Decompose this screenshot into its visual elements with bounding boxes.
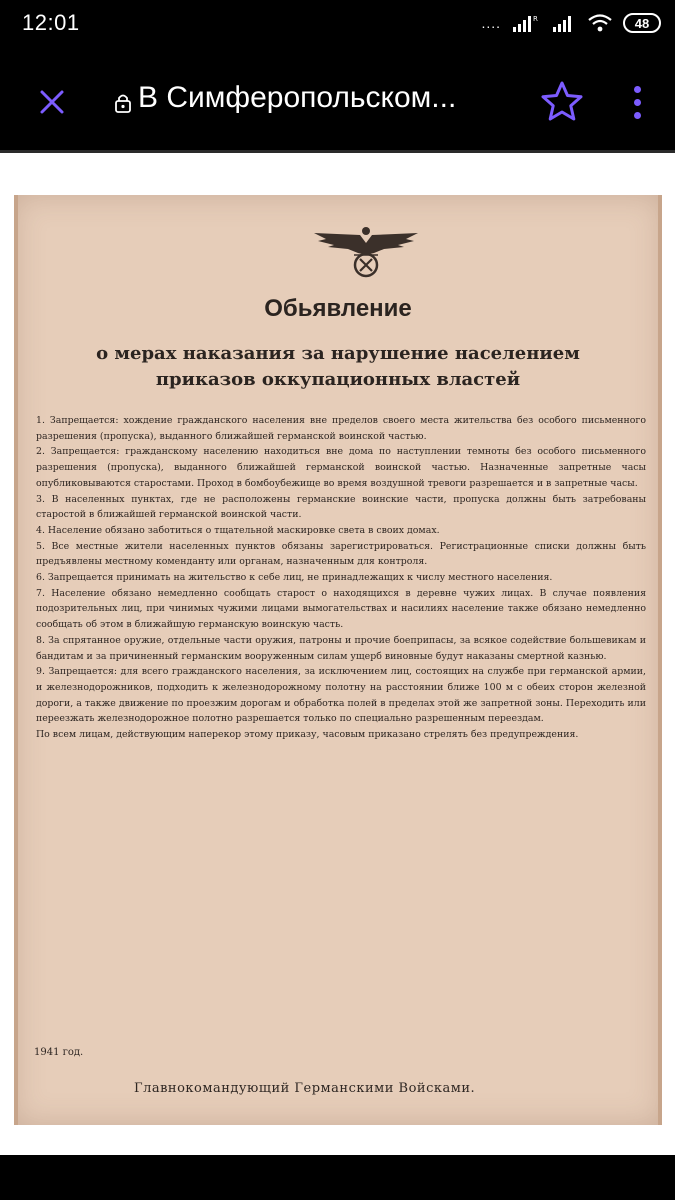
- document-paragraph: 1. Запрещается: хождение гражданского населения вне пределов своего места жительства без особого письменного разрешения (пропуска), выданного ближайшей германской воинской частью.: [36, 415, 646, 442]
- status-dots: ....: [481, 15, 501, 31]
- document-body: [36, 413, 646, 743]
- document-year: 1941 год.: [34, 1047, 84, 1058]
- wifi-icon: [587, 13, 613, 33]
- document-paragraph: 8. За спрятанное оружие, отдельные части оружия, патроны и прочие боеприпасы, за всякое содействие большевикам и бандитам и за причиненный германским вооруженным силам ущерб виновные будут наказаны смертной казнью.: [36, 634, 646, 662]
- document-paragraph: 2. Запрещается: гражданскому населению находиться вне дома по наступлении темноты без особого письменного разрешения (пропуска), выданного ближайшей германской воинской частью. Назначенные запретные часы опубликовываются старостами. Проход в бомбоубежище во время воздушной тревоги разрешается и в запретные часы.: [36, 446, 646, 489]
- status-bar: [0, 0, 675, 48]
- status-indicators: [481, 8, 661, 38]
- signal-icon-2: [551, 13, 577, 33]
- document-image: [14, 195, 662, 1125]
- more-vert-dot: [634, 99, 641, 106]
- document-paragraph: 4. Население обязано заботиться о тщательной маскировке света в своих домах.: [36, 524, 440, 536]
- image-viewer[interactable]: [0, 153, 675, 1155]
- lock-icon: [114, 93, 132, 113]
- more-vert-dot: [634, 112, 641, 119]
- signal-icon: [511, 13, 541, 33]
- document-signature: Главнокомандующий Германскими Войсками.: [134, 1081, 476, 1096]
- more-menu-button[interactable]: [620, 78, 654, 126]
- document-subtitle-line1: о мерах наказания за нарушение населением: [96, 343, 580, 364]
- battery-indicator: 48: [623, 13, 661, 33]
- document-paragraph: 3. В населенных пунктах, где не расположены германские воинские части, пропуска должны быть затребованы старостой в ближайшей германской воинской части.: [36, 493, 646, 521]
- bottom-bar: [0, 1155, 675, 1200]
- document-title: Обьявление: [264, 295, 412, 322]
- document-paragraph: По всем лицам, действующим наперекор этому приказу, часовым приказано стрелять без предупреждения.: [36, 729, 579, 741]
- page-title[interactable]: В Симферопольском...: [138, 81, 457, 114]
- bookmark-button[interactable]: [538, 78, 586, 126]
- document-paragraph: 5. Все местные жители населенных пунктов обязаны зарегистрироваться. Регистрационные списки должны быть предъявлены местному коменданту или органам, назначенным для контроля.: [36, 540, 646, 568]
- document-paragraph: 6. Запрещается принимать на жительство к себе лиц, не принадлежащих к числу местного населения.: [36, 572, 553, 584]
- document-paragraph: 9. Запрещается: для всего гражданского населения, за исключением лиц, состоящих на службе при германской армии, и железнодорожников, подходить к железнодорожному полотну на расстоянии ближе 100 м с обеих сторон железной дороги, а также движение по проезжим дорогам и обработка полей в пределах этой же запретной зоны. Переходить или переезжать железнодорожное полотно разрешается только по специально разрешенным переездам.: [36, 666, 646, 725]
- eagle-emblem-icon: [310, 223, 422, 281]
- more-vert-icon: [634, 86, 641, 93]
- close-icon: [37, 87, 67, 117]
- star-icon: [538, 78, 586, 126]
- close-button[interactable]: [30, 80, 74, 124]
- svg-text:R: R: [533, 15, 538, 23]
- status-time: 12:01: [22, 10, 80, 35]
- document-subtitle-line2: приказов оккупационных властей: [155, 369, 521, 390]
- document-paragraph: 7. Население обязано немедленно сообщать старост о находящихся в деревне чужих лицах. В случае появления подозрительных лиц, при чинимых чужими лицами вымогательствах и насилиях население также обязано немедленно сообщать об этом в ближайшую германскую воинскую часть.: [36, 587, 646, 631]
- browser-toolbar: [0, 48, 675, 150]
